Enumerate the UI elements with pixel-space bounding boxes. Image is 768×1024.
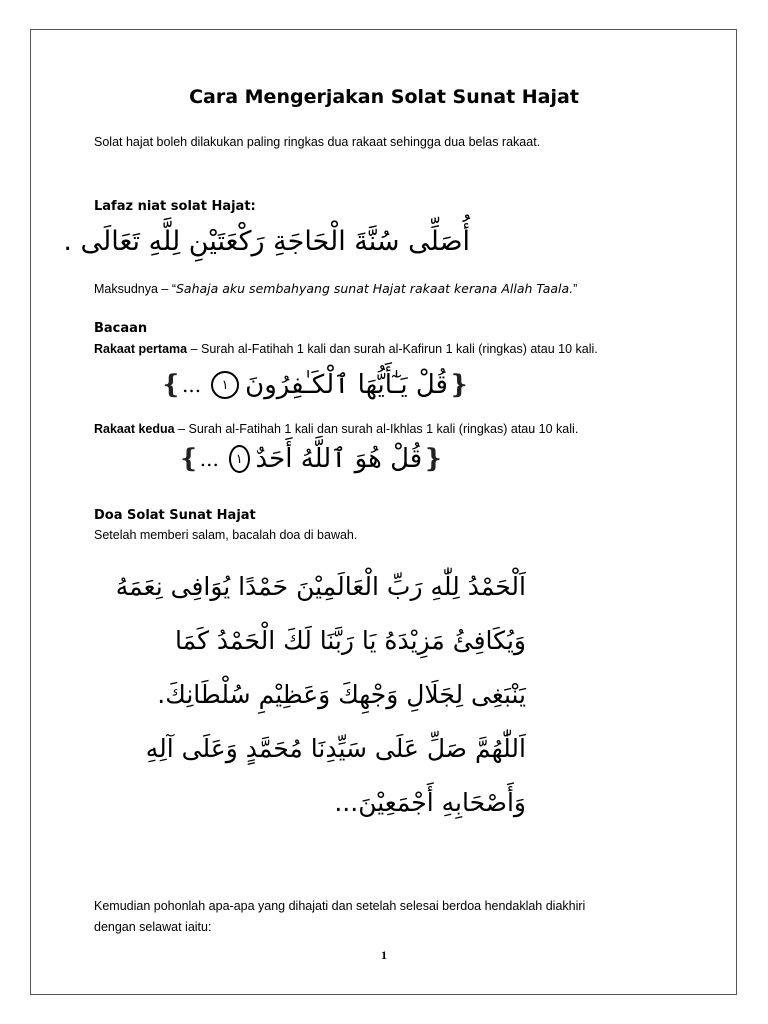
- page-number: 1: [381, 948, 387, 962]
- niat-heading: Lafaz niat solat Hajat:: [94, 199, 256, 214]
- doa-line: اَللّٰهُمَّ صَلِّ عَلَى سَيِّدِنَا مُحَمَّدٍ وَعَلَى آلِهِ: [145, 734, 526, 763]
- doa-subtitle: Setelah memberi salam, bacalah doa di bawah.: [94, 528, 358, 542]
- closing-line-2: dengan selawat iaitu:: [94, 920, 212, 934]
- closing-line-1: Kemudian pohonlah apa-apa yang dihajati dan setelah selesai berdoa hendaklah diakhiri: [94, 899, 586, 913]
- page-title: Cara Mengerjakan Solat Sunat Hajat: [189, 86, 579, 108]
- ornament-open-icon: ❴: [422, 444, 444, 474]
- ikhlas-dots: ...: [199, 447, 219, 471]
- doa-arabic-text: [96, 560, 526, 830]
- rakaat2-label: Rakaat kedua: [94, 422, 175, 436]
- doa-heading: Doa Solat Sunat Hajat: [94, 508, 256, 523]
- ikhlas-ayah-text: قُلْ هُوَ ٱللَّهُ أَحَدٌ: [255, 444, 423, 474]
- kafirun-dots: ...: [182, 373, 202, 397]
- rakaat1-line: [94, 342, 598, 356]
- doa-line: وَأَصْحَابِهِ أَجْمَعِيْنَ...: [334, 788, 526, 817]
- ornament-open-icon: ❴: [447, 370, 470, 400]
- rakaat1-label: Rakaat pertama: [94, 342, 188, 356]
- rakaat1-text: – Surah al-Fatihah 1 kali dan surah al-Kafirun 1 kali (ringkas) atau 10 kali.: [187, 342, 598, 356]
- doa-line: اَلْحَمْدُ لِلّٰهِ رَبِّ الْعَالَمِيْنَ حَمْدًا يُوَافِى نِعَمَهُ: [115, 572, 526, 601]
- ayah-number-badge: ١: [229, 445, 250, 473]
- ornament-close-icon: ❵: [160, 370, 183, 400]
- rakaat2-text: – Surah al-Fatihah 1 kali dan surah al-Ikhlas 1 kali (ringkas) atau 10 kali.: [174, 422, 579, 436]
- intro-paragraph: Solat hajat boleh dilakukan paling ringkas dua rakaat sehingga dua belas rakaat.: [94, 135, 541, 149]
- doa-line: يَنْبَغِى لِجَلَالِ وَجْهِكَ وَعَظِيْمِ سُلْطَانِكَ.: [157, 680, 526, 709]
- meaning-suffix: ”: [573, 282, 578, 296]
- surah-kafirun-ornament: [150, 370, 480, 400]
- niat-meaning: [94, 281, 577, 296]
- meaning-prefix: Maksudnya – “: [94, 282, 176, 296]
- surah-ikhlas-ornament: [178, 444, 444, 474]
- rakaat2-line: [94, 422, 578, 436]
- niat-arabic-text: أُصَلِّى سُنَّةَ الْحَاجَةِ رَكْعَتَيْنِ لِلَّهِ تَعَالَى .: [63, 226, 470, 257]
- bacaan-heading: Bacaan: [94, 321, 148, 336]
- ayah-number-badge: ١: [211, 371, 239, 399]
- doa-line: وَيُكَافِئُ مَزِيْدَهُ يَا رَبَّنَا لَكَ الْحَمْدُ كَمَا: [175, 626, 526, 655]
- meaning-text: Sahaja aku sembahyang sunat Hajat rakaat kerana Allah Taala.: [175, 281, 574, 296]
- ornament-close-icon: ❵: [178, 444, 200, 474]
- kafirun-ayah-text: قُلْ يَـٰٓأَيُّهَا ٱلْكَـٰفِرُونَ: [245, 370, 448, 400]
